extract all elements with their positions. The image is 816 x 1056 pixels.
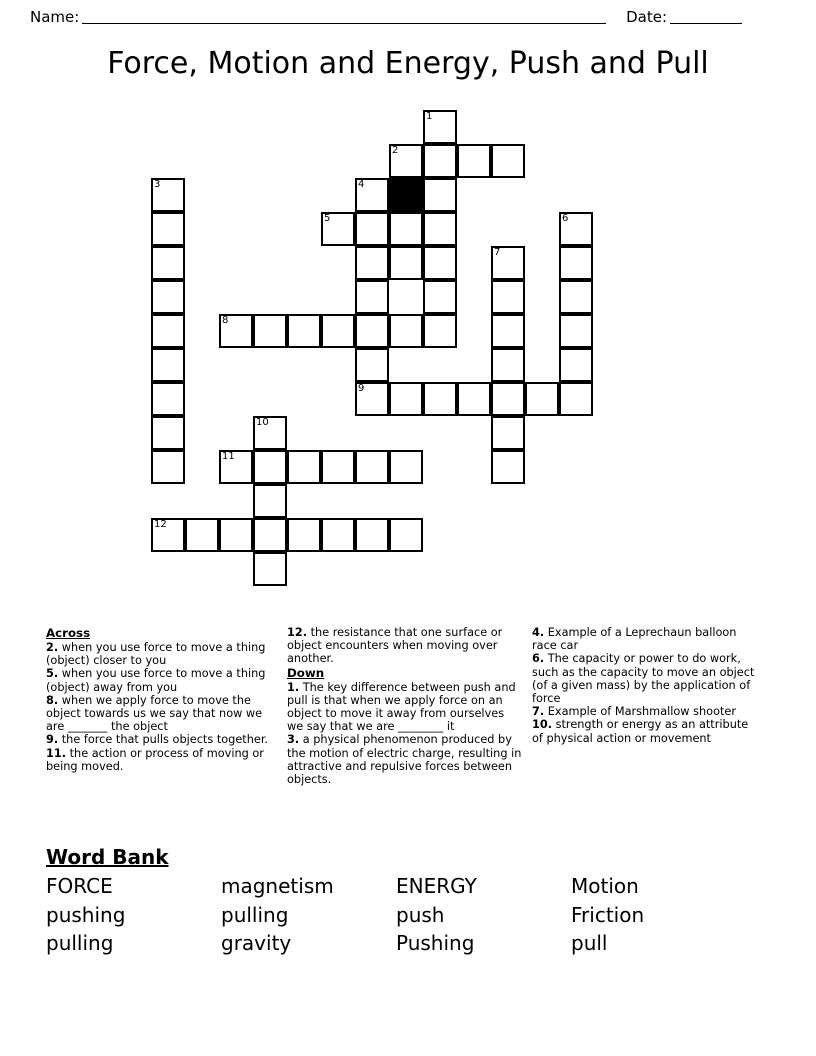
grid-cell[interactable] xyxy=(389,450,423,484)
word-bank-word[interactable]: Motion xyxy=(571,874,639,898)
clue-item xyxy=(532,626,760,652)
word-bank-word[interactable]: pull xyxy=(571,931,608,955)
clue-number: 10. xyxy=(532,718,553,732)
grid-cell[interactable] xyxy=(389,212,423,246)
across-clue-list-continued xyxy=(287,626,522,666)
clue-number: 12. xyxy=(287,626,308,639)
clue-text: Example of a Leprechaun balloon race car xyxy=(532,626,737,653)
grid-cell[interactable] xyxy=(253,416,287,450)
clue-number: 1. xyxy=(287,680,300,694)
grid-cell[interactable] xyxy=(253,450,287,484)
clue-text: The capacity or power to do work, such as the capacity to move an object (of a given mass) by the application of force xyxy=(532,652,755,706)
grid-cell-number: 5 xyxy=(324,213,331,224)
grid-cell[interactable] xyxy=(151,280,185,314)
grid-cell[interactable] xyxy=(321,518,355,552)
word-bank-word[interactable]: pulling xyxy=(221,902,289,927)
clue-text: when you use force to move a thing (object) closer to you xyxy=(46,641,266,668)
grid-cell[interactable] xyxy=(151,348,185,382)
clue-text: strength or energy as an attribute of physical action or movement xyxy=(532,718,749,745)
grid-cell[interactable] xyxy=(491,280,525,314)
page-title: Force, Motion and Energy, Push and Pull xyxy=(107,46,709,81)
grid-cell[interactable] xyxy=(491,314,525,348)
grid-cell-number: 1 xyxy=(426,111,433,122)
word-bank-word[interactable]: push xyxy=(396,902,445,927)
clue-text: a physical phenomenon produced by the motion of electric charge, resulting in attractive and repulsive forces between objects. xyxy=(287,733,522,787)
word-bank-row xyxy=(46,901,746,930)
grid-cell[interactable] xyxy=(491,416,525,450)
grid-cell[interactable] xyxy=(559,212,593,246)
grid-cell[interactable] xyxy=(423,314,457,348)
word-bank-word[interactable]: Pushing xyxy=(396,931,475,955)
clue-number: 5. xyxy=(46,667,59,681)
grid-cell[interactable] xyxy=(559,314,593,348)
clue-item xyxy=(46,667,277,693)
grid-cell[interactable] xyxy=(355,212,389,246)
grid-cell[interactable] xyxy=(423,110,457,144)
down-heading: Down xyxy=(287,665,325,680)
name-label: Name: xyxy=(30,8,80,26)
grid-cell[interactable] xyxy=(355,280,389,314)
grid-cell[interactable] xyxy=(389,144,423,178)
grid-cell[interactable] xyxy=(321,314,355,348)
clue-item xyxy=(46,694,277,734)
grid-cell[interactable] xyxy=(389,518,423,552)
word-bank-word[interactable]: FORCE xyxy=(46,874,113,898)
grid-cell[interactable] xyxy=(355,382,389,416)
grid-cell[interactable] xyxy=(423,178,457,212)
grid-cell[interactable] xyxy=(389,314,423,348)
clue-item xyxy=(46,733,277,746)
grid-cell[interactable] xyxy=(457,382,491,416)
grid-cell[interactable] xyxy=(559,348,593,382)
grid-cell[interactable] xyxy=(355,246,389,280)
grid-cell-number: 10 xyxy=(256,417,269,428)
grid-cell[interactable] xyxy=(151,246,185,280)
grid-cell[interactable] xyxy=(457,144,491,178)
word-bank-word[interactable]: gravity xyxy=(221,931,292,955)
down-clue-list xyxy=(287,681,522,787)
grid-cell-number: 2 xyxy=(392,145,399,156)
word-bank-word[interactable]: Friction xyxy=(571,902,645,927)
clues-column-1 xyxy=(46,626,287,831)
grid-cell[interactable] xyxy=(185,518,219,552)
down-clue-list-continued xyxy=(532,626,760,745)
clue-item xyxy=(287,733,522,786)
word-bank-row xyxy=(46,929,746,958)
grid-cell[interactable] xyxy=(491,382,525,416)
clue-number: 6. xyxy=(532,652,545,666)
grid-cell[interactable] xyxy=(151,382,185,416)
clues-column-2 xyxy=(287,626,532,831)
grid-cell[interactable] xyxy=(389,246,423,280)
clue-number: 9. xyxy=(46,733,59,747)
grid-cell[interactable] xyxy=(253,314,287,348)
clue-item xyxy=(46,747,277,773)
grid-cell-number: 8 xyxy=(222,315,229,326)
grid-cell[interactable] xyxy=(151,518,185,552)
grid-cell-number: 6 xyxy=(562,213,569,224)
clue-item xyxy=(532,705,760,718)
grid-cell[interactable] xyxy=(423,280,457,314)
grid-cell[interactable] xyxy=(151,450,185,484)
grid-cell[interactable] xyxy=(253,484,287,518)
grid-cell[interactable] xyxy=(321,450,355,484)
clue-text: when we apply force to move the object towards us we say that now we are _______ the object xyxy=(46,693,263,734)
grid-cell[interactable] xyxy=(287,518,321,552)
grid-cell[interactable] xyxy=(559,246,593,280)
grid-cell-number: 9 xyxy=(358,383,365,394)
grid-cell[interactable] xyxy=(491,348,525,382)
grid-cell[interactable] xyxy=(423,246,457,280)
clue-text: Example of Marshmallow shooter xyxy=(544,705,737,719)
grid-cell[interactable] xyxy=(355,348,389,382)
grid-cell[interactable] xyxy=(151,416,185,450)
across-heading: Across xyxy=(46,626,91,640)
word-bank-row xyxy=(46,872,746,901)
clue-text: the resistance that one surface or object encounters when moving over another. xyxy=(287,626,503,666)
word-bank-word[interactable]: pulling xyxy=(46,931,114,955)
grid-cell-number: 11 xyxy=(222,451,235,462)
clues-section xyxy=(46,626,770,831)
grid-cell[interactable] xyxy=(389,382,423,416)
grid-cell-number: 3 xyxy=(154,179,161,190)
date-label: Date: xyxy=(626,8,667,26)
word-bank-word[interactable]: ENERGY xyxy=(396,874,477,898)
grid-cell-number: 7 xyxy=(494,247,501,258)
across-clue-list xyxy=(46,641,277,773)
clue-text: when you use force to move a thing (object) away from you xyxy=(46,667,266,694)
word-bank-word[interactable]: pushing xyxy=(46,902,126,927)
grid-cell[interactable] xyxy=(423,212,457,246)
word-bank-list xyxy=(46,872,746,958)
grid-cell[interactable] xyxy=(287,450,321,484)
grid-cell[interactable] xyxy=(151,212,185,246)
clue-item xyxy=(532,652,760,705)
clue-item xyxy=(532,718,760,744)
grid-cell[interactable] xyxy=(219,314,253,348)
grid-cell[interactable] xyxy=(287,314,321,348)
grid-cell-number: 4 xyxy=(358,179,365,190)
clues-column-3 xyxy=(532,626,770,831)
grid-cell-blocked xyxy=(389,178,423,212)
grid-cell[interactable] xyxy=(355,314,389,348)
clue-text: The key difference between push and pull is that when we apply force on an object to move it away from ourselves we say that we are ________ it xyxy=(287,680,516,734)
grid-cell[interactable] xyxy=(253,518,287,552)
clue-item xyxy=(46,641,277,667)
grid-cell[interactable] xyxy=(559,280,593,314)
clue-item xyxy=(287,681,522,734)
clue-item xyxy=(287,626,522,666)
grid-cell[interactable] xyxy=(151,314,185,348)
grid-cell[interactable] xyxy=(253,552,287,586)
grid-cell[interactable] xyxy=(355,178,389,212)
grid-cell[interactable] xyxy=(491,144,525,178)
clue-number: 2. xyxy=(46,641,59,654)
word-bank-word[interactable]: magnetism xyxy=(221,874,334,898)
clue-number: 3. xyxy=(287,733,300,747)
grid-cell[interactable] xyxy=(355,518,389,552)
grid-cell[interactable] xyxy=(423,382,457,416)
clue-text: the action or process of moving or being moved. xyxy=(46,746,264,773)
clue-number: 7. xyxy=(532,705,545,719)
grid-cell-number: 12 xyxy=(154,519,167,530)
clue-text: the force that pulls objects together. xyxy=(58,733,269,747)
grid-cell[interactable] xyxy=(423,144,457,178)
grid-cell[interactable] xyxy=(559,382,593,416)
clue-number: 8. xyxy=(46,693,59,707)
grid-cell[interactable] xyxy=(491,450,525,484)
grid-cell[interactable] xyxy=(491,246,525,280)
grid-cell[interactable] xyxy=(219,450,253,484)
clue-number: 4. xyxy=(532,626,545,639)
grid-cell[interactable] xyxy=(219,518,253,552)
grid-cell[interactable] xyxy=(355,450,389,484)
grid-cell[interactable] xyxy=(151,178,185,212)
grid-cell[interactable] xyxy=(525,382,559,416)
word-bank-heading: Word Bank xyxy=(46,845,169,869)
grid-cell[interactable] xyxy=(321,212,355,246)
clue-number: 11. xyxy=(46,746,67,760)
